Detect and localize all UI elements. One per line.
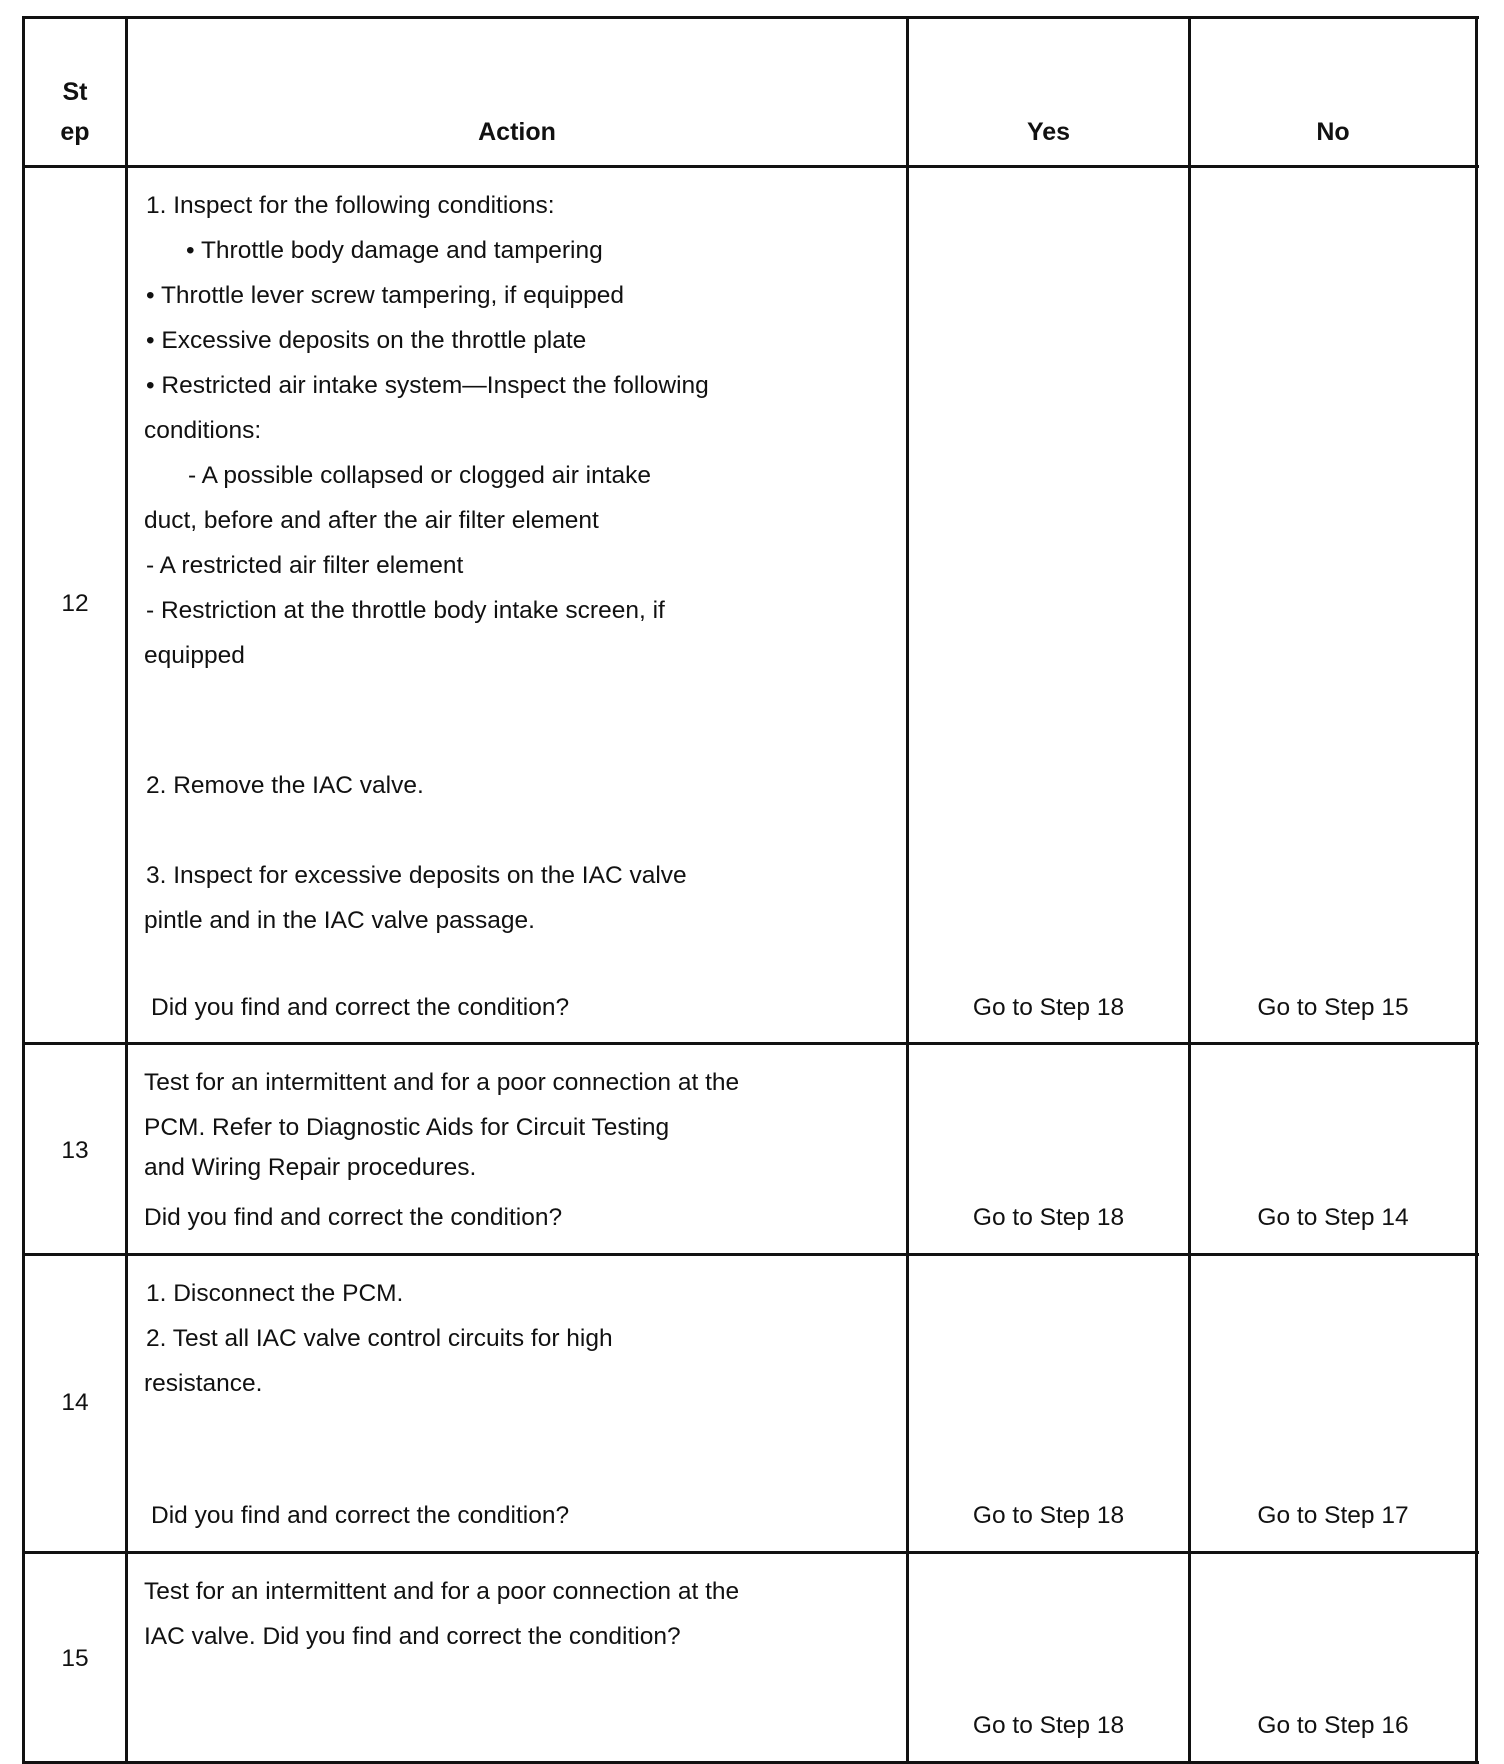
action-line: resistance. xyxy=(144,1370,263,1397)
action-line: • Excessive deposits on the throttle plate xyxy=(146,327,587,354)
action-line: and Wiring Repair procedures. xyxy=(144,1154,477,1181)
action-line: 3. Inspect for excessive deposits on the IAC valve xyxy=(146,862,687,889)
header-divider xyxy=(22,165,1479,168)
step-number-14: 14 xyxy=(61,1389,89,1416)
row-divider-14 xyxy=(22,1551,1479,1554)
action-line: PCM. Refer to Diagnostic Aids for Circuit Testing xyxy=(144,1114,670,1141)
action-line: equipped xyxy=(144,642,245,669)
question-12: Did you find and correct the condition? xyxy=(151,994,570,1021)
yes-14: Go to Step 18 xyxy=(972,1502,1125,1529)
action-line: 2. Remove the IAC valve. xyxy=(146,772,424,799)
action-line: duct, before and after the air filter element xyxy=(144,507,599,534)
no-12: Go to Step 15 xyxy=(1257,994,1409,1021)
step-number-12: 12 xyxy=(61,590,89,617)
table-border-left xyxy=(22,16,25,1764)
header-action: Action xyxy=(478,118,556,146)
header-no: No xyxy=(1316,118,1350,146)
yes-15: Go to Step 18 xyxy=(972,1712,1125,1739)
action-line: • Throttle lever screw tampering, if equipped xyxy=(146,282,624,309)
action-line: - A restricted air filter element xyxy=(146,552,464,579)
no-13: Go to Step 14 xyxy=(1257,1204,1409,1231)
header-yes: Yes xyxy=(1026,118,1071,146)
action-line: - A possible collapsed or clogged air intake xyxy=(188,462,652,489)
question-13: Did you find and correct the condition? xyxy=(144,1204,563,1231)
action-line: Test for an intermittent and for a poor connection at the xyxy=(144,1069,740,1096)
step-number-13: 13 xyxy=(61,1137,89,1164)
step-number-15: 15 xyxy=(61,1645,89,1672)
action-line: pintle and in the IAC valve passage. xyxy=(144,907,535,934)
no-15: Go to Step 16 xyxy=(1257,1712,1409,1739)
action-line: • Restricted air intake system—Inspect the following xyxy=(146,372,709,399)
row-divider-12 xyxy=(22,1042,1479,1045)
header-step-line1: St xyxy=(62,78,88,106)
col-divider-step xyxy=(125,16,128,1764)
table-border-top xyxy=(22,16,1479,19)
action-line: IAC valve. Did you find and correct the condition? xyxy=(144,1623,681,1650)
action-line: - Restriction at the throttle body intake screen, if xyxy=(146,597,665,624)
question-14: Did you find and correct the condition? xyxy=(151,1502,570,1529)
action-line: 1. Disconnect the PCM. xyxy=(146,1280,404,1307)
yes-12: Go to Step 18 xyxy=(972,994,1125,1021)
action-line: conditions: xyxy=(144,417,262,444)
action-line: • Throttle body damage and tampering xyxy=(186,237,603,264)
row-divider-13 xyxy=(22,1253,1479,1256)
action-line: 2. Test all IAC valve control circuits for high xyxy=(146,1325,613,1352)
no-14: Go to Step 17 xyxy=(1257,1502,1409,1529)
yes-13: Go to Step 18 xyxy=(972,1204,1125,1231)
action-line: Test for an intermittent and for a poor connection at the xyxy=(144,1578,740,1605)
action-line: 1. Inspect for the following conditions: xyxy=(146,192,555,219)
table-border-right xyxy=(1475,16,1478,1764)
header-step-line2: ep xyxy=(60,118,90,146)
